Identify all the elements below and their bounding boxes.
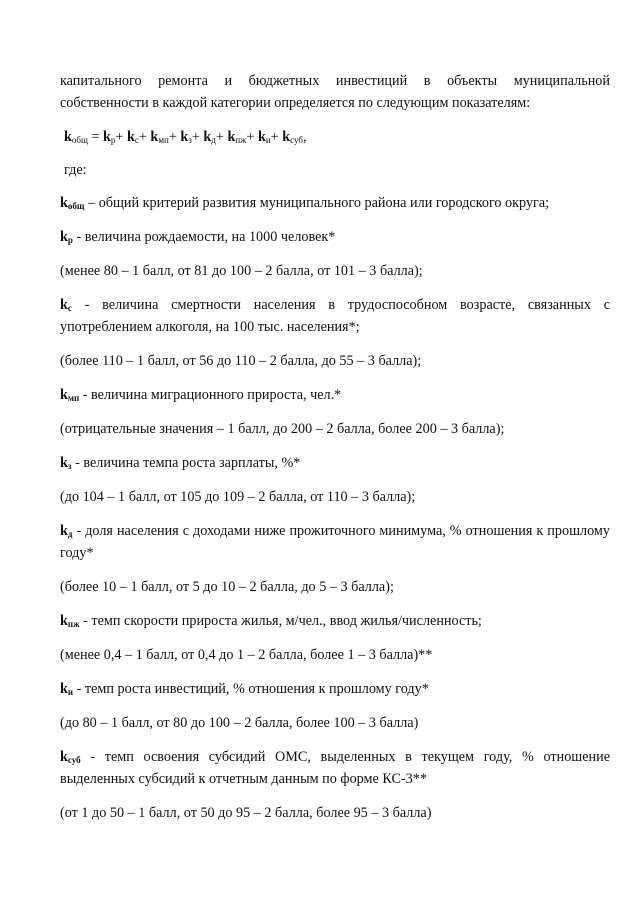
- formula-term-subscript: р: [110, 135, 116, 145]
- indicator-scale: (от 1 до 50 – 1 балл, от 50 до 95 – 2 балла, более 95 – 3 балла): [60, 805, 432, 821]
- indicator-scale: (более 10 – 1 балл, от 5 до 10 – 2 балла, до 5 – 3 балла);: [60, 579, 394, 595]
- indicator-subscript: суб: [67, 755, 81, 765]
- formula-term-symbol: k: [257, 129, 266, 145]
- formula-terms: [103, 129, 307, 145]
- indicator-symbol: k: [60, 229, 68, 245]
- indicator-scale: (менее 0,4 – 1 балл, от 0,4 до 1 – 2 балла, более 1 – 3 балла)**: [60, 647, 433, 663]
- indicator-symbol: k: [60, 749, 68, 765]
- where-label: где:: [64, 162, 87, 178]
- formula-operator: +: [168, 129, 177, 145]
- formula-term-subscript: с: [134, 135, 139, 145]
- formula-term-symbol: k: [103, 129, 111, 145]
- indicator-symbol: k: [60, 681, 68, 697]
- indicator-subscript: з: [67, 461, 72, 471]
- indicator-text: - темп скорости прироста жилья, м/чел., ввод жилья/численность;: [79, 613, 482, 629]
- formula-lhs-subscript: общ: [71, 135, 88, 145]
- indicator-scale: (более 110 – 1 балл, от 56 до 110 – 2 балла, до 55 – 3 балла);: [60, 353, 422, 369]
- document-body: [60, 70, 610, 836]
- indicator-definition: [60, 678, 610, 700]
- indicator-text: - темп освоения субсидий ОМС, выделенных в текущем году, % отношение выделенных субсидий к отчетным данным по форме КС-3**: [60, 749, 610, 787]
- indicator-subscript: общ: [67, 201, 85, 211]
- indicator-definition: [60, 192, 610, 214]
- formula-term-subscript: мп: [158, 135, 169, 145]
- indicator-text: - доля населения с доходами ниже прожиточного минимума, % отношения к прошлому году*: [60, 523, 610, 561]
- indicator-text: – общий критерий развития муниципального района или городского округа;: [84, 195, 550, 211]
- indicator-scale: (до 104 – 1 балл, от 105 до 109 – 2 балла, от 110 – 3 балла);: [60, 489, 416, 505]
- formula-line: $k_{общ} = k_р+ k_с+ k_{мп}+ k_з+ k_д+ k_{пж}+ k_и+ k_{суб}$,: [64, 129, 307, 145]
- formula-term-subscript: суб: [290, 135, 303, 145]
- indicator-definition: [60, 294, 610, 338]
- indicator-scale: (менее 80 – 1 балл, от 81 до 100 – 2 балла, от 101 – 3 балла);: [60, 263, 423, 279]
- formula-term-subscript: и: [265, 135, 271, 145]
- indicator-list: [60, 192, 610, 824]
- indicator-subscript: и: [67, 687, 74, 697]
- indicator-symbol: k: [60, 387, 68, 403]
- indicator-subscript: с: [67, 303, 72, 313]
- indicator-subscript: пж: [67, 619, 80, 629]
- formula-operator: +: [270, 129, 279, 145]
- indicator-text: - величина рождаемости, на 1000 человек*: [72, 229, 336, 245]
- formula-operator: +: [115, 129, 124, 145]
- formula-operator: +: [246, 129, 255, 145]
- indicator-text: - величина темпа роста зарплаты, %*: [71, 455, 301, 471]
- indicator-definition: [60, 384, 610, 406]
- intro-paragraph: капитального ремонта и бюджетных инвестиций в объекты муниципальной собственности в каждой категории определяется по следующим показателям:: [60, 73, 610, 111]
- indicator-definition: [60, 520, 610, 564]
- indicator-text: - величина миграционного прироста, чел.*: [79, 387, 342, 403]
- indicator-symbol: k: [60, 523, 68, 539]
- indicator-definition: [60, 746, 610, 790]
- formula-term-subscript: пж: [235, 135, 247, 145]
- indicator-subscript: р: [67, 235, 73, 245]
- formula-term-subscript: д: [211, 135, 216, 145]
- indicator-definition: [60, 610, 610, 632]
- indicator-symbol: k: [60, 455, 68, 471]
- formula-operator: +: [215, 129, 224, 145]
- formula-operator: +: [138, 129, 147, 145]
- indicator-scale: (до 80 – 1 балл, от 80 до 100 – 2 балла, более 100 – 3 балла): [60, 715, 419, 731]
- indicator-subscript: мп: [67, 393, 80, 403]
- indicator-definition: [60, 452, 610, 474]
- formula-term-subscript: з: [188, 135, 192, 145]
- indicator-text: - темп роста инвестиций, % отношения к прошлому году*: [73, 681, 429, 697]
- formula-term-symbol: k: [282, 129, 291, 145]
- formula-term-symbol: k: [227, 129, 236, 145]
- indicator-symbol: k: [60, 613, 68, 629]
- formula-operator: +: [191, 129, 200, 145]
- formula-term-symbol: k: [150, 129, 159, 145]
- indicator-scale: (отрицательные значения – 1 балл, до 200 – 2 балла, более 200 – 3 балла);: [60, 421, 505, 437]
- indicator-text: - величина смертности населения в трудоспособном возрасте, связанных с употреблением алкоголя, на 100 тыс. населения*;: [60, 297, 610, 335]
- formula-operator: ,: [302, 129, 307, 145]
- indicator-symbol: k: [60, 195, 68, 211]
- formula-term-symbol: k: [180, 129, 189, 145]
- indicator-definition: [60, 226, 610, 248]
- formula-term-symbol: k: [126, 129, 135, 145]
- indicator-symbol: k: [60, 297, 68, 313]
- indicator-subscript: д: [67, 529, 73, 539]
- formula-term-symbol: k: [203, 129, 212, 145]
